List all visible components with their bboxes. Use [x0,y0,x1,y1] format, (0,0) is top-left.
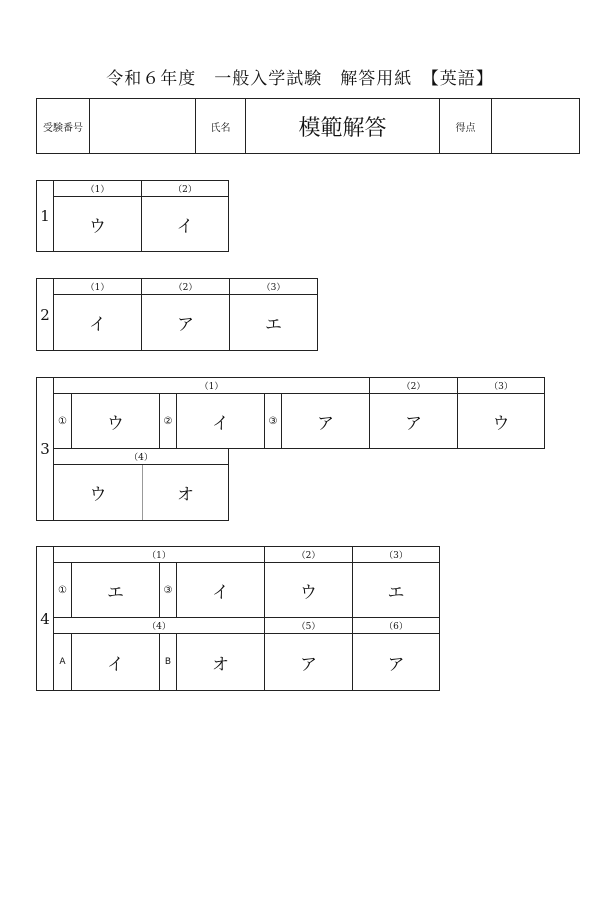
question-number: 4 [40,609,50,628]
name-label: 氏名 [210,122,231,134]
sub-question-marker: ① [58,415,67,427]
question-number: 3 [40,440,50,458]
sub-question-marker: ① [58,584,67,596]
column-header: （1） [85,185,110,195]
answer-cell[interactable]: イ [176,216,194,237]
column-header: （2） [296,551,321,561]
sheet-title: 令和６年度 一般入学試験 解答用紙 【英語】 [106,69,494,89]
answer-cell[interactable]: ウ [89,216,106,237]
answer-cell[interactable]: ウ [300,582,317,603]
answer-cell[interactable]: イ [89,315,106,335]
column-header: （4） [147,622,171,632]
question-4-row-1 [53,546,440,618]
column-header: （4） [129,453,153,463]
question-number-column [36,546,54,691]
column-header: （3） [489,382,513,392]
exam-number-label: 受験番号 [43,122,83,134]
sub-question-marker: ② [163,415,173,427]
sub-question-marker: B [164,657,172,667]
sub-question-marker: A [59,657,66,667]
question-4-row-2 [53,617,440,691]
answer-cell[interactable]: オ [177,485,194,505]
answer-cell[interactable]: ウ [89,485,107,505]
question-2-block [36,278,318,351]
answer-cell[interactable]: ア [387,654,405,675]
score-field[interactable] [492,99,579,153]
exam-number-field[interactable] [90,99,195,153]
column-header: （1） [147,551,171,561]
answer-cell[interactable]: エ [265,315,282,335]
question-number: 1 [40,207,50,225]
sub-question-marker: ③ [268,415,278,427]
column-header: （2） [173,185,197,195]
question-3-row-2 [53,448,229,521]
column-header: （3） [384,551,408,561]
question-number-column [36,377,54,521]
column-header: （6） [384,622,408,632]
answer-cell[interactable]: オ [212,654,229,675]
score-label: 得点 [455,122,476,134]
column-header: （1） [85,283,110,293]
column-header: （1） [199,382,224,392]
question-3-row-1 [53,377,545,449]
question-1-block [36,180,229,252]
column-header: （2） [173,283,198,293]
answer-cell[interactable]: エ [387,582,405,603]
question-4-block [36,546,440,691]
answer-cell[interactable]: ア [300,654,317,675]
answer-cell[interactable]: エ [107,582,124,603]
answer-cell[interactable]: ウ [107,413,124,434]
answer-cell[interactable]: イ [212,413,229,434]
answer-cell[interactable]: ウ [492,413,510,434]
answer-cell[interactable]: ア [317,413,334,434]
header-table [36,98,580,154]
answer-cell[interactable]: ア [177,315,194,335]
sub-question-marker: ③ [163,584,173,596]
answer-cell[interactable]: イ [212,582,229,603]
answer-cell[interactable]: ア [405,413,422,434]
answer-cell[interactable]: イ [107,654,124,675]
column-header: （2） [401,382,426,392]
column-header: （3） [261,283,286,293]
question-3-block [36,377,545,521]
column-header: （5） [296,622,321,632]
name-field[interactable]: 模範解答 [298,115,387,141]
question-number: 2 [40,305,50,324]
